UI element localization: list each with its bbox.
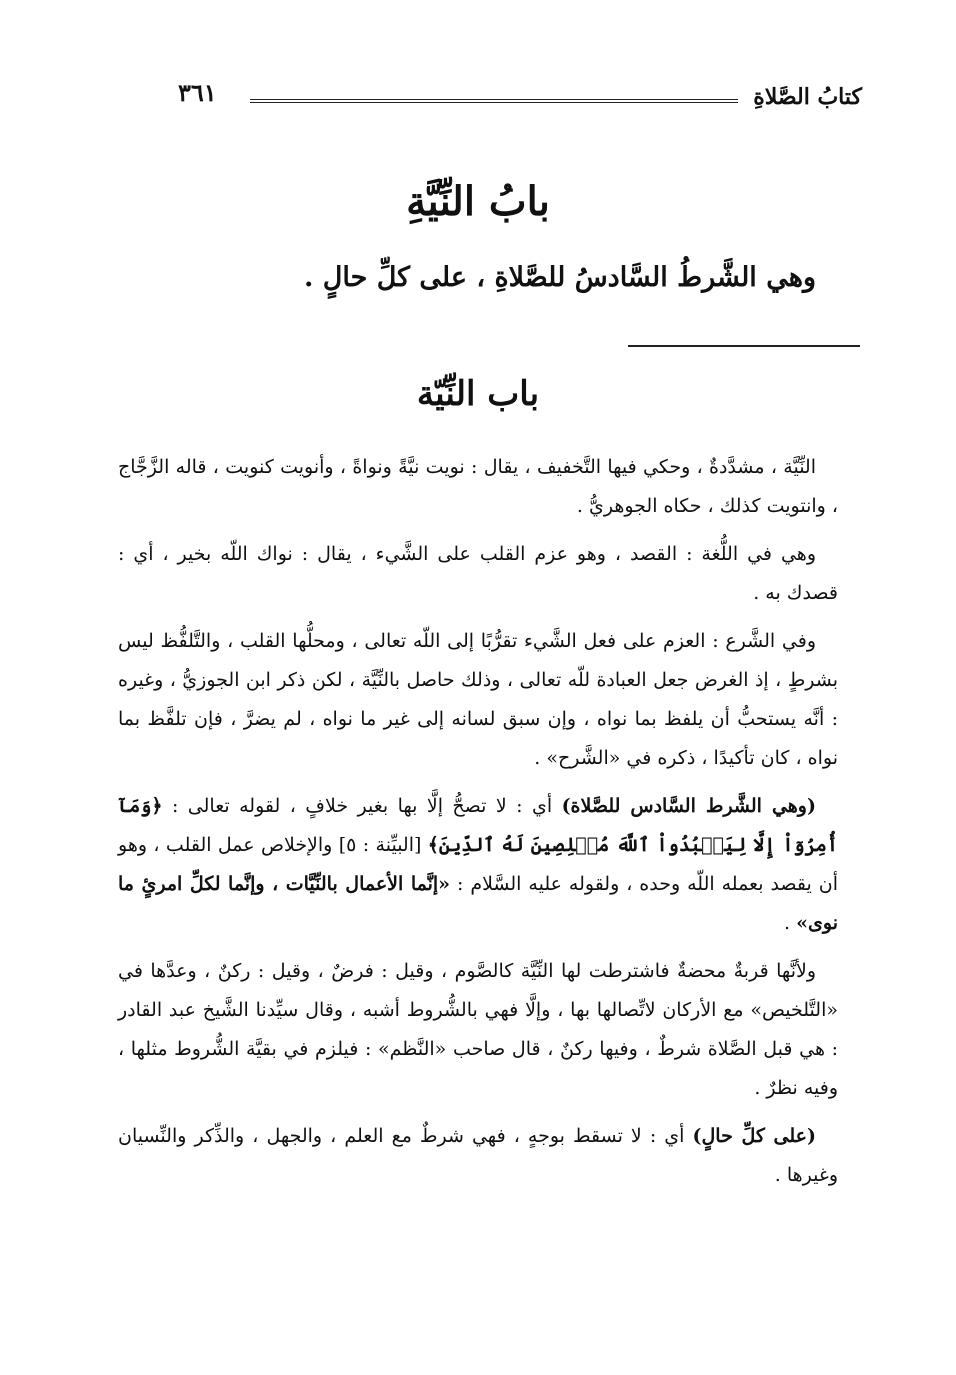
header-rule — [250, 99, 738, 103]
chapter-title: بابُ النِّيَّةِ — [406, 178, 550, 225]
quran-verse: ﴿وَمَآ أُمِرُوٓاْ إِلَّا لِيَعۡبُدُواْ ٱللَّهَ مُخۡلِصِينَ لَهُ ٱلدِّينَ﴾ — [118, 795, 839, 856]
paragraph-sixth-condition — [118, 787, 838, 943]
matn-quote: (على كلِّ حالٍ) — [692, 1125, 816, 1147]
section-title: باب النِّيّة — [416, 374, 540, 414]
matn-text: وهي الشَّرطُ السَّادسُ للصَّلاةِ ، على كلِّ حالٍ . — [303, 262, 816, 293]
paragraph-definition-legal: وفي الشَّرع : العزم على فعل الشَّيء تقرُّبًا إلى اللّه تعالى ، ومحلُّها القلب ، والتَّلفُّظ ليس بشرطٍ ، إذ الغرض جعل العبادة للّه تعالى ، وذلك حاصل بالنِّيَّة ، لكن ذكر ابن الجوزيُّ ، وغيره : أنَّه يستحبُّ أن يلفظ بما نواه ، وإن سبق لسانه إلى غير ما نواه ، لم يضرَّ ، فإن تلفَّظ بما نواه ، كان تأكيدًا ، ذكره في «الشَّرح» . — [118, 630, 838, 769]
paragraph-definition-meaning: وهي في اللُّغة : القصد ، وهو عزم القلب على الشَّيء ، يقال : نواك اللّه بخير ، أي : قصدك به . — [118, 543, 838, 604]
running-title: كتابُ الصَّلاةِ — [753, 84, 862, 110]
page-number: ٣٦١ — [178, 78, 217, 107]
paragraph-every-state — [118, 1117, 838, 1195]
text-span: أي : لا تصحُّ إلَّا بها بغير خلافٍ ، لقوله تعالى : — [162, 795, 562, 817]
paragraph-ruling: ولأنَّها قربةٌ محضةٌ فاشترطت لها النِّيَّة كالصَّوم ، وقيل : فرضٌ ، وقيل : ركنٌ ، وعدَّها في «التَّلخيص» مع الأركان لاتِّصالها بها ، وإلَّا فهي بالشُّروط أشبه ، وقال سيِّدنا الشَّيخ عبد القادر : هي قبل الصَّلاة شرطٌ ، وفيها ركنٌ ، قال صاحب «النَّظم» : فيلزم في بقيَّة الشُّروط مثلها ، وفيه نظرٌ . — [118, 960, 838, 1099]
text-span: [البيِّنة : ٥] والإخلاص عمل القلب ، وهو أن يقصد بعمله اللّه وحده ، ولقوله عليه السَّلام : — [118, 834, 838, 895]
hadith-quote: «إنَّما الأعمال بالنِّيَّات ، وإنَّما لكلِّ امرئٍ ما نوى» — [118, 873, 838, 934]
commentary-body — [118, 448, 838, 1204]
section-divider — [628, 345, 860, 347]
matn-quote: (وهي الشَّرط السَّادس للصَّلاة) — [561, 795, 816, 817]
paragraph-definition-linguistic: النِّيَّة ، مشدَّدةٌ ، وحكي فيها التَّخفيف ، يقال : نويت نيَّةً ونواةً ، وأنويت كنويت ، قاله الزَّجَّاج ، وانتويت كذلك ، حكاه الجوهريُّ . — [118, 456, 838, 517]
text-span: أي : لا تسقط بوجهٍ ، فهي شرطٌ مع العلم ، والجهل ، والذِّكر والنِّسيان وغيرها . — [118, 1125, 838, 1186]
text-span: . — [784, 912, 797, 934]
